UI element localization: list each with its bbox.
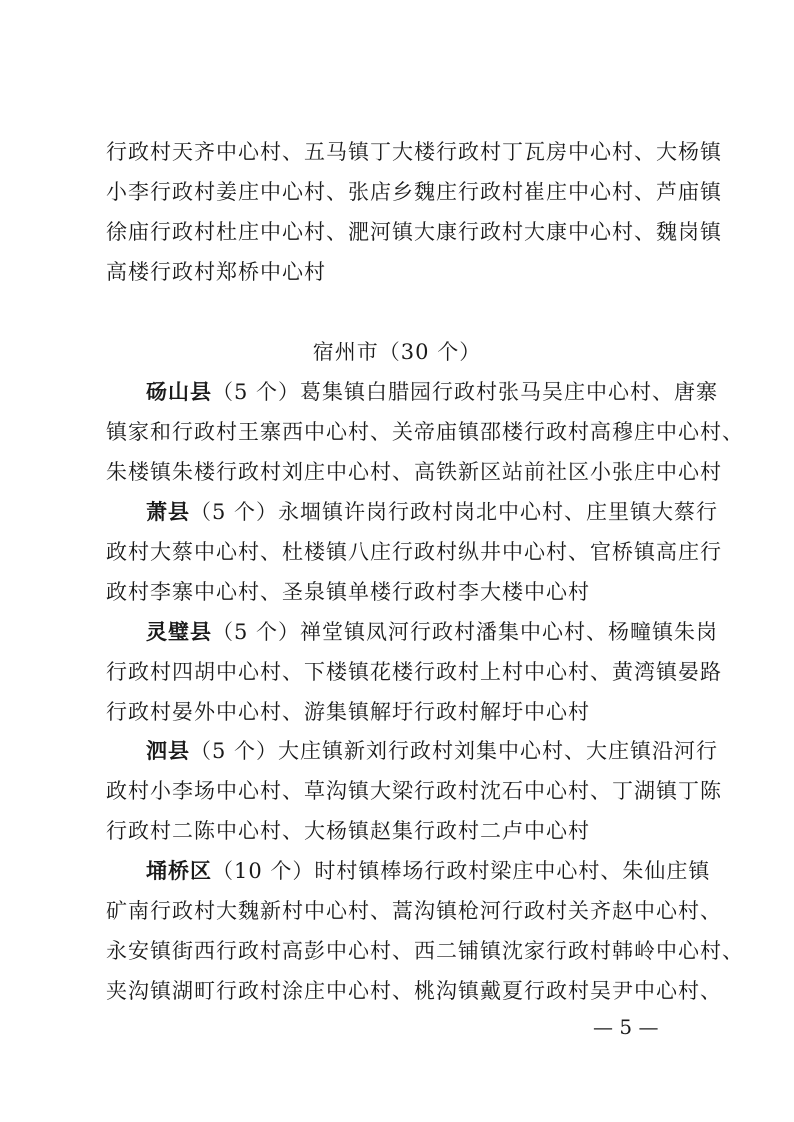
- text-line: [106, 492, 719, 532]
- text-line: 夹沟镇湖町行政村涂庄中心村、桃沟镇戴夏行政村吴尹中心村、: [106, 979, 722, 1003]
- page-number: — 5 —: [593, 1015, 659, 1039]
- county-name: 萧县: [146, 499, 190, 524]
- text-line: 矿南行政村大魏新村中心村、蒿沟镇枪河行政村关齐赵中心村、: [106, 899, 722, 923]
- text-line: 行政村天齐中心村、五马镇丁大楼行政村丁瓦房中心村、大杨镇: [106, 140, 722, 164]
- text-line: 行政村晏外中心村、游集镇解圩行政村解圩中心村: [106, 700, 590, 724]
- text-line: [106, 612, 719, 652]
- text-line: [106, 731, 719, 771]
- text-line: [106, 851, 711, 891]
- city-heading: 宿州市（30 个）: [312, 340, 482, 364]
- text-line: 小李行政村姜庄中心村、张店乡魏庄行政村崔庄中心村、芦庙镇: [106, 180, 722, 204]
- county-name: 埇桥区: [146, 858, 212, 883]
- county-name: 泗县: [146, 738, 190, 763]
- text-line: 高楼行政村郑桥中心村: [106, 260, 326, 284]
- county-text: （5 个）葛集镇白腊园行政村张马吴庄中心村、唐寨: [212, 380, 719, 404]
- county-name: 灵璧县: [146, 619, 212, 644]
- county-text: （10 个）时村镇棒场行政村梁庄中心村、朱仙庄镇: [212, 859, 711, 883]
- county-text: （5 个）禅堂镇凤河行政村潘集中心村、杨疃镇朱岗: [212, 620, 719, 644]
- text-line: 政村李寨中心村、圣泉镇单楼行政村李大楼中心村: [106, 580, 590, 604]
- text-line: 镇家和行政村王寨西中心村、关帝庙镇邵楼行政村高穆庄中心村、: [106, 420, 744, 444]
- text-line: 行政村四胡中心村、下楼镇花楼行政村上村中心村、黄湾镇晏路: [106, 660, 722, 684]
- county-text: （5 个）永堌镇许岗行政村岗北中心村、庄里镇大蔡行: [190, 500, 719, 524]
- text-line: 行政村二陈中心村、大杨镇赵集行政村二卢中心村: [106, 819, 590, 843]
- text-line: 政村大蔡中心村、杜楼镇八庄行政村纵井中心村、官桥镇高庄行: [106, 540, 722, 564]
- text-line: 永安镇街西行政村高彭中心村、西二铺镇沈家行政村韩岭中心村、: [106, 939, 744, 963]
- county-name: 砀山县: [146, 379, 212, 404]
- text-line: 政村小李场中心村、草沟镇大梁行政村沈石中心村、丁湖镇丁陈: [106, 779, 722, 803]
- text-line: [106, 372, 719, 412]
- text-line: 徐庙行政村杜庄中心村、淝河镇大康行政村大康中心村、魏岗镇: [106, 220, 722, 244]
- text-line: 朱楼镇朱楼行政村刘庄中心村、高铁新区站前社区小张庄中心村: [106, 460, 722, 484]
- county-text: （5 个）大庄镇新刘行政村刘集中心村、大庄镇沿河行: [190, 739, 719, 763]
